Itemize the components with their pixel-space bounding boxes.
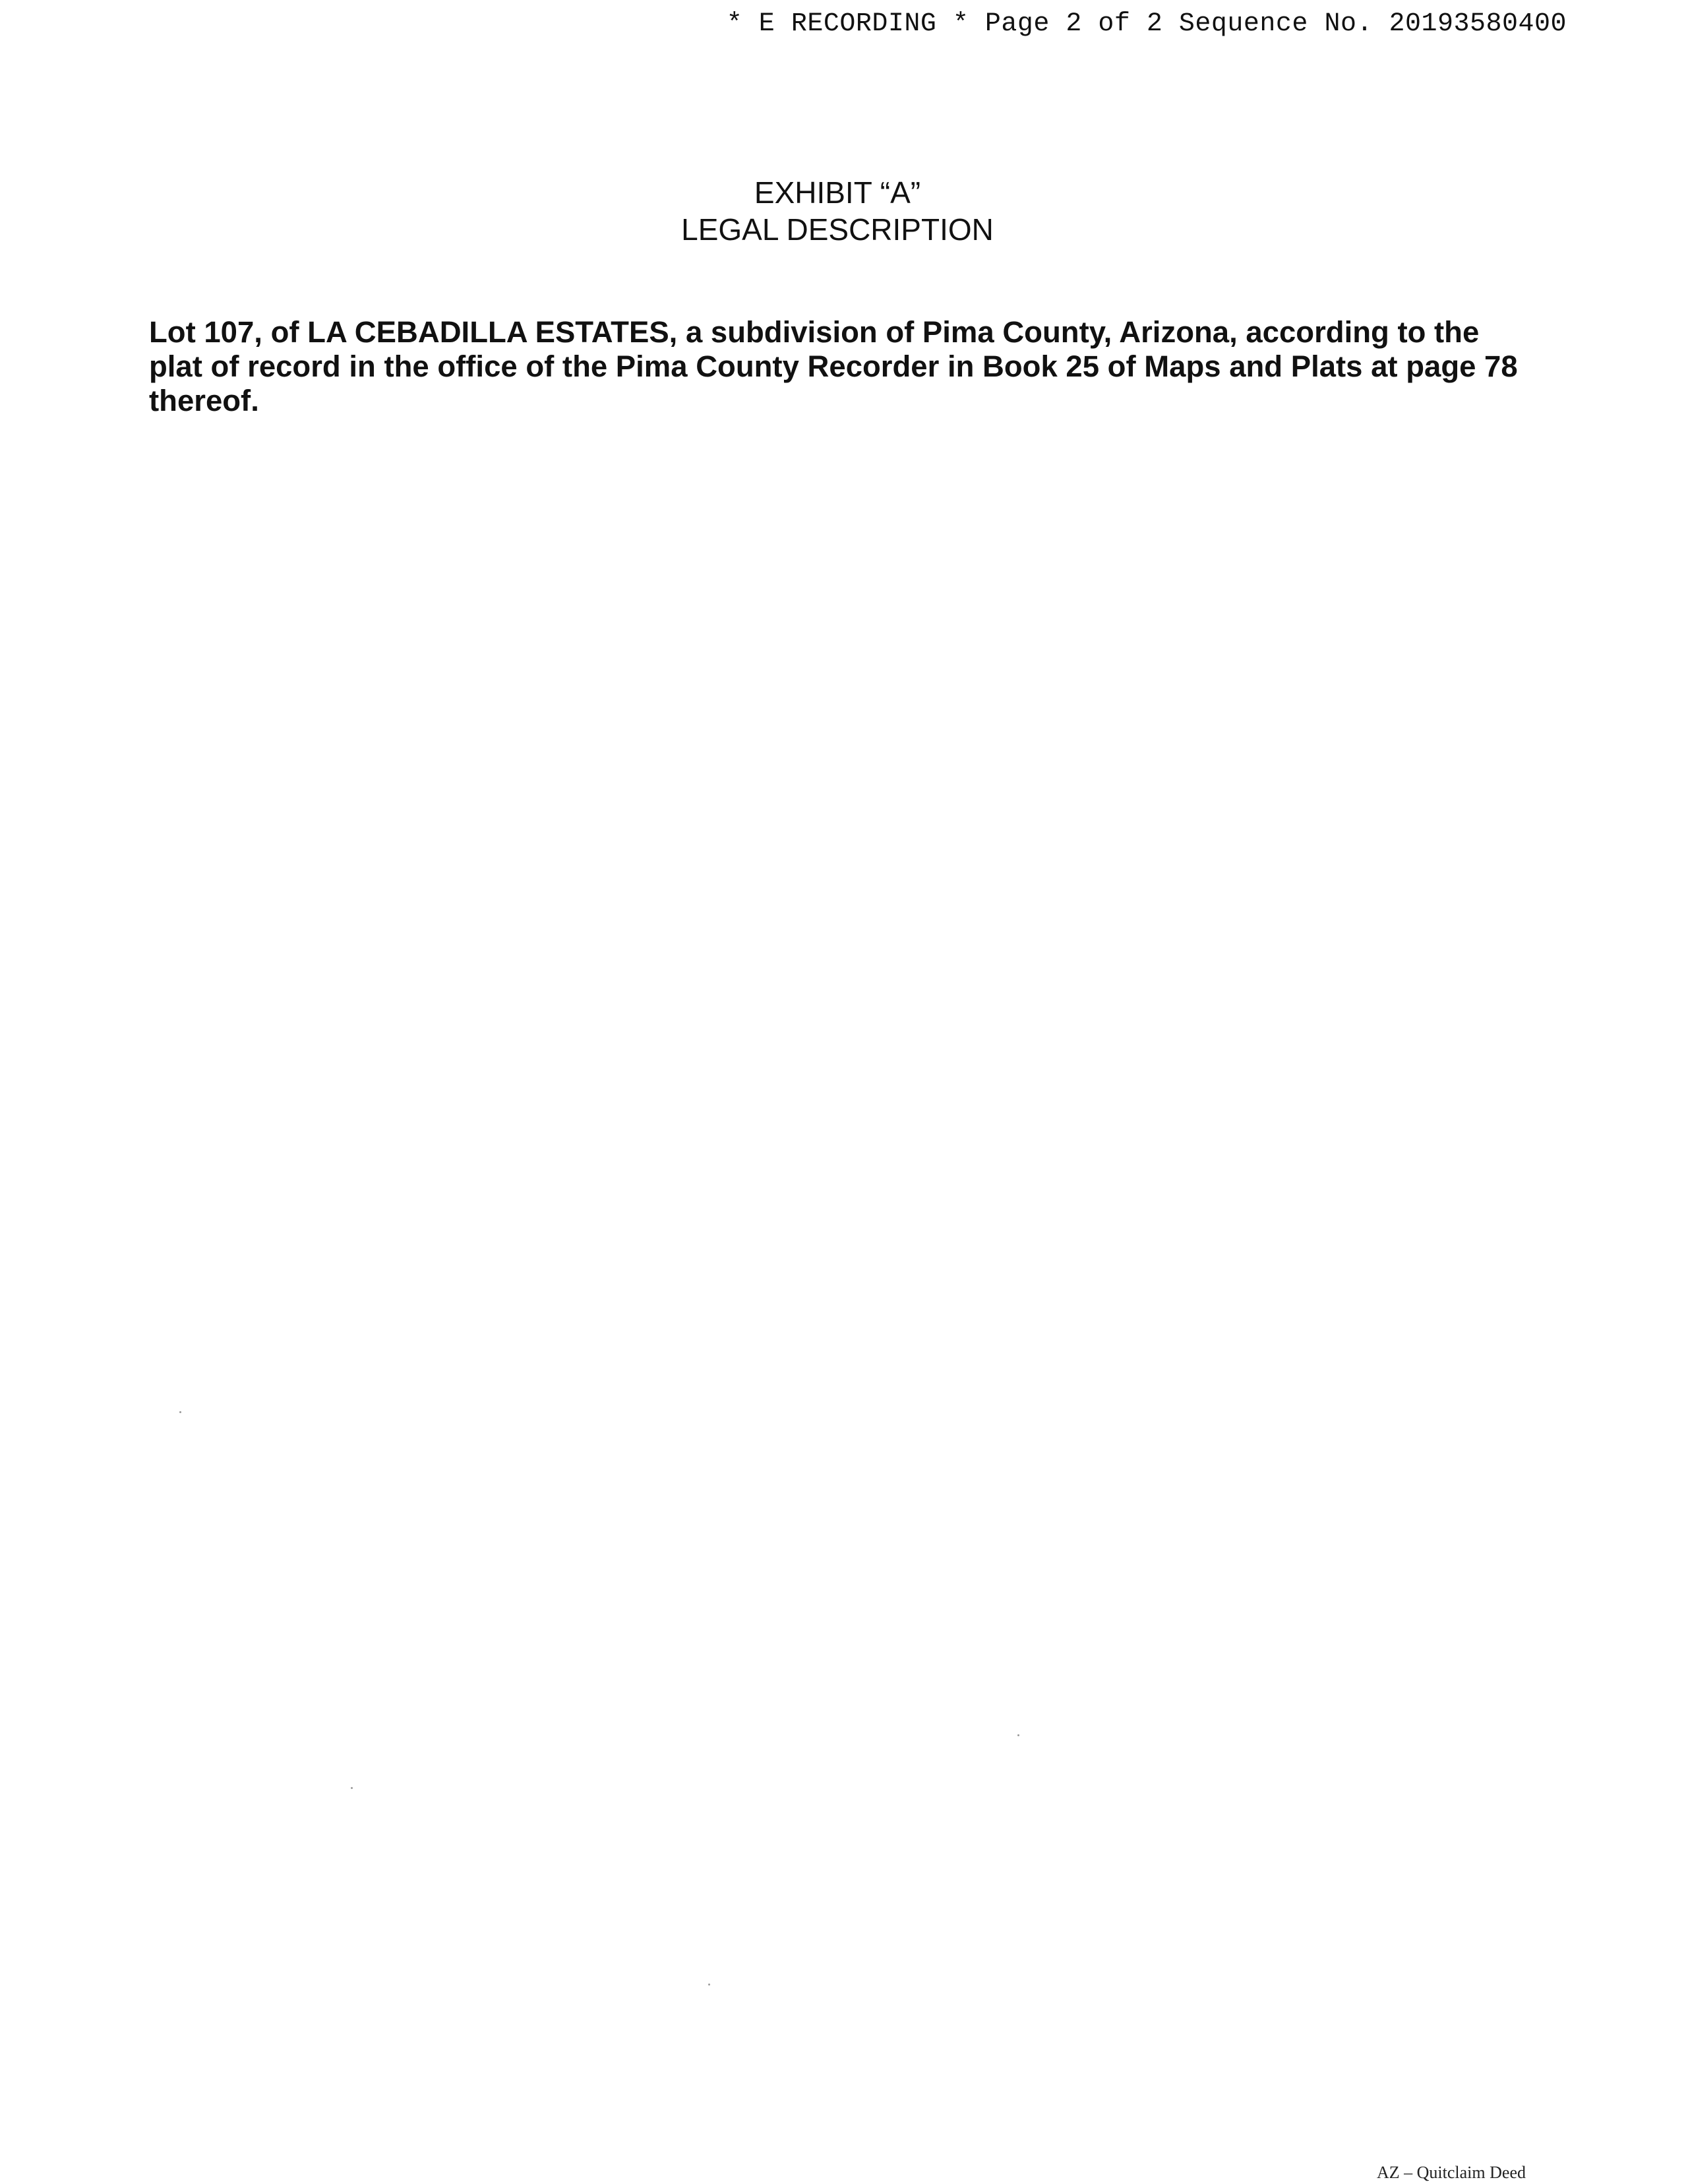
scan-speck [351,1787,353,1789]
scan-speck [1017,1734,1019,1736]
footer-form-label: AZ – Quitclaim Deed [1377,2163,1526,2182]
exhibit-subtitle: LEGAL DESCRIPTION [681,212,994,247]
exhibit-title: EXHIBIT “A” [754,175,921,210]
exhibit-heading [0,174,1675,248]
recording-header: * E RECORDING * Page 2 of 2 Sequence No. 20193580400 [726,9,1567,39]
legal-description-text: Lot 107, of LA CEBADILLA ESTATES, a subdivision of Pima County, Arizona, according to the plat of record in the office of the Pima County Recorder in Book 25 of Maps and Plats at page 78 thereof. [149,315,1518,417]
scan-speck [708,1984,710,1986]
scan-speck [179,1411,181,1413]
